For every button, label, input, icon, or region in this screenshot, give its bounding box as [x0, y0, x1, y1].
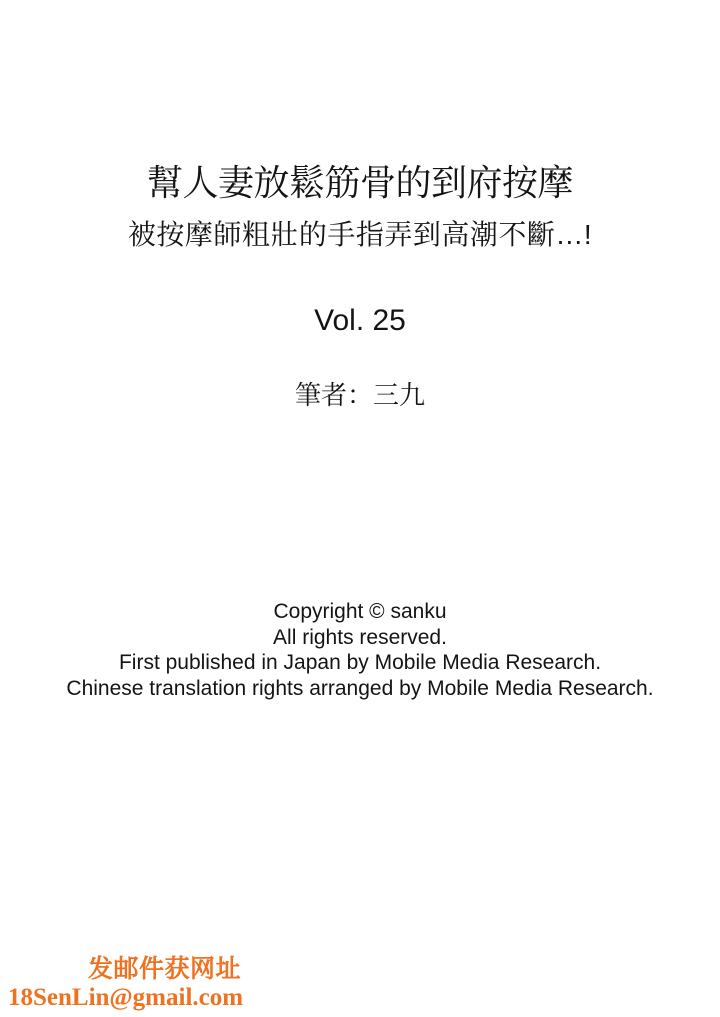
series-subtitle: 被按摩師粗壯的手指弄到高潮不斷…!: [127, 219, 593, 250]
volume-label: Vol. 25: [314, 304, 406, 337]
series-title: 幫人妻放鬆筋骨的到府按摩: [146, 162, 573, 203]
watermark-email: 18SenLin@gmail.com: [8, 984, 244, 1011]
copyright-line-2: All rights reserved.: [273, 625, 447, 649]
author-credit: 筆者：三九: [294, 380, 425, 410]
copyright-block: [0, 599, 720, 701]
watermark-note: 发邮件获网址: [88, 956, 242, 983]
copyright-line-1: Copyright © sanku: [273, 600, 447, 623]
copyright-line-3: First published in Japan by Mobile Media Research.: [118, 651, 602, 674]
copyright-line-4: Chinese translation rights arranged by Mobile Media Research.: [66, 676, 654, 700]
